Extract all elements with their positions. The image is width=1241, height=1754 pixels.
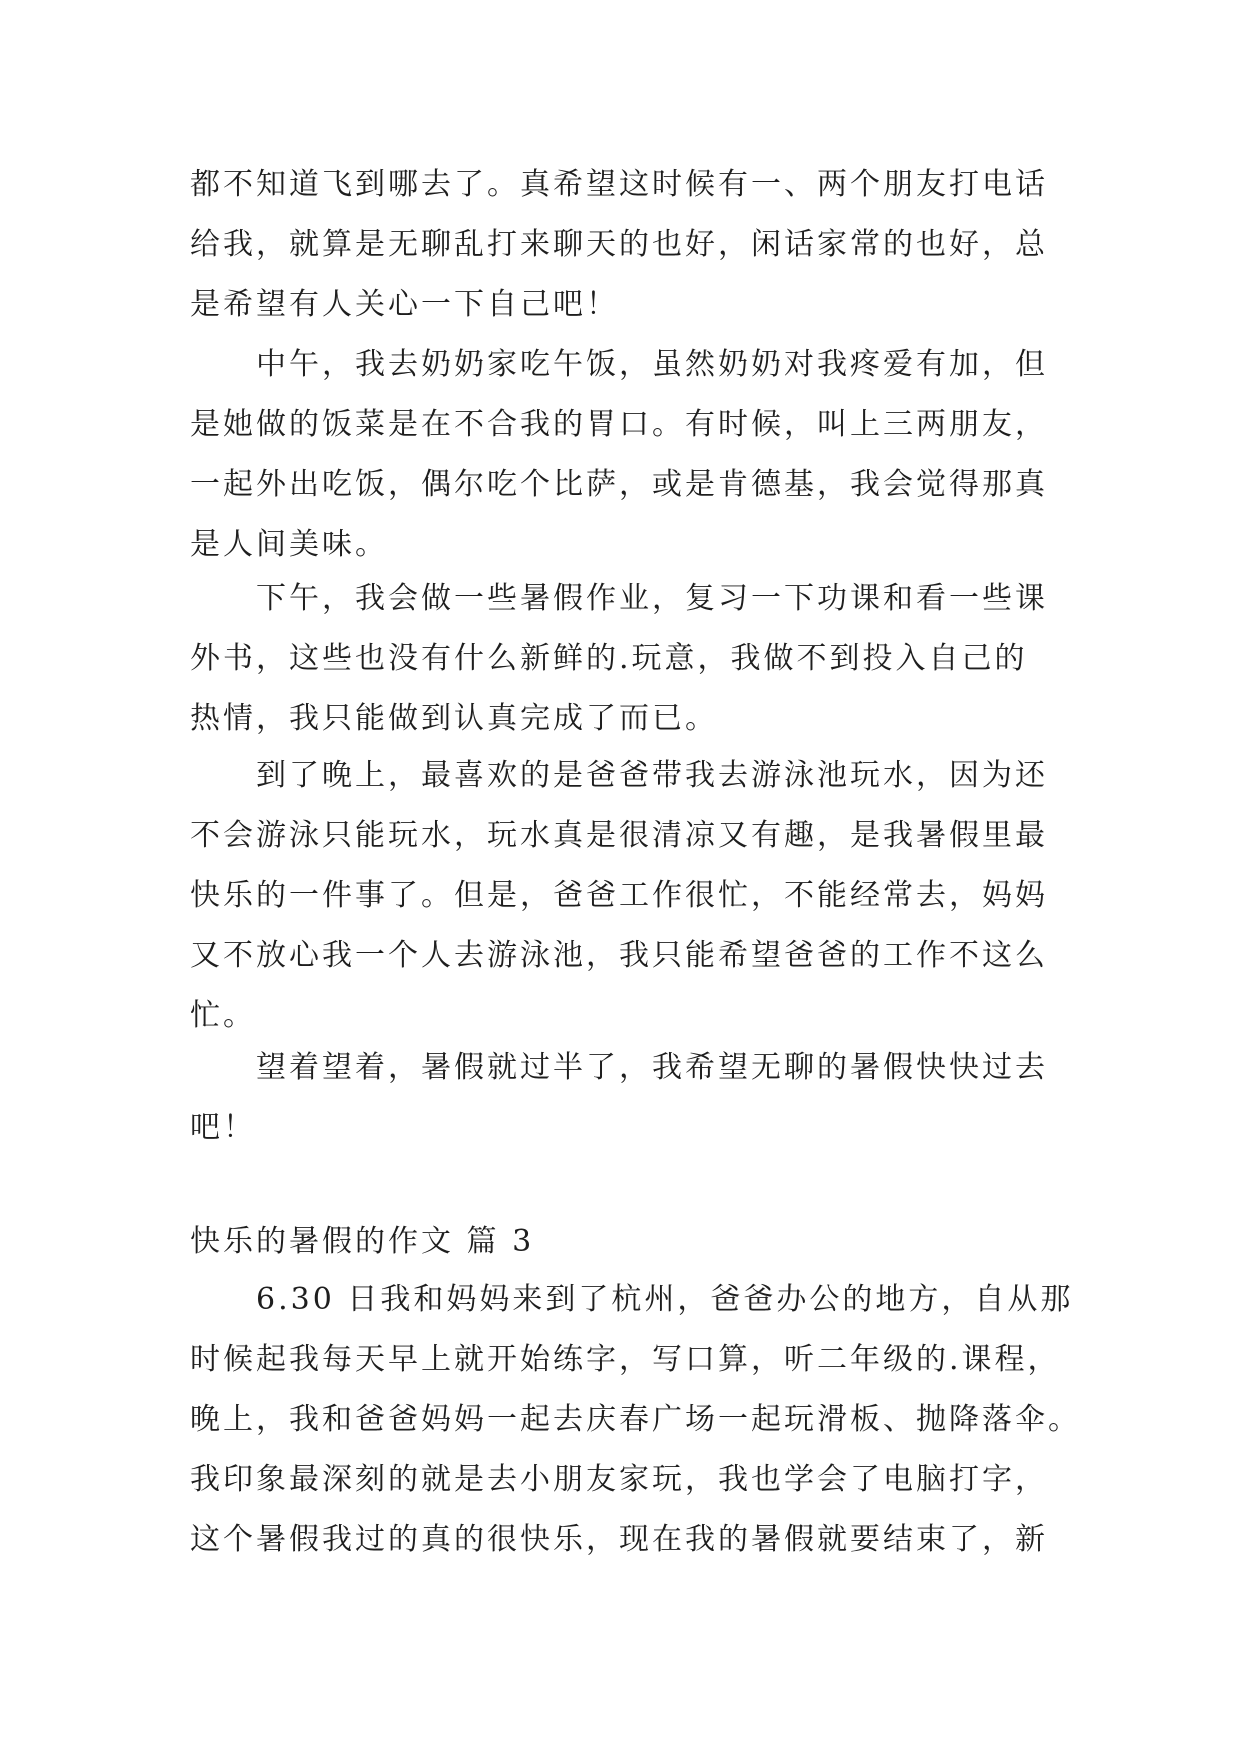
text-line: 忙。 — [190, 998, 256, 1033]
paragraph-continued — [190, 155, 1060, 335]
text-line: 热情，我只能做到认真完成了而已。 — [190, 701, 718, 736]
text-line: 6.30 日我和妈妈来到了杭州，爸爸办公的地方，自从那 — [256, 1282, 1074, 1317]
text-line: 下午，我会做一些暑假作业，复习一下功课和看一些课 — [256, 581, 1048, 616]
text-line: 我印象最深刻的就是去小朋友家玩，我也学会了电脑打字， — [190, 1462, 1048, 1497]
text-line: 外书，这些也没有什么新鲜的.玩意，我做不到投入自己的 — [190, 641, 1028, 676]
text-line: 吧！ — [190, 1110, 256, 1145]
text-line: 是她做的饭菜是在不合我的胃口。有时候，叫上三两朋友， — [190, 407, 1048, 442]
text-line: 一起外出吃饭，偶尔吃个比萨，或是肯德基，我会觉得那真 — [190, 467, 1048, 502]
text-line: 快乐的一件事了。但是，爸爸工作很忙，不能经常去，妈妈 — [190, 878, 1048, 913]
text-line: 是希望有人关心一下自己吧！ — [190, 287, 619, 322]
text-line: 又不放心我一个人去游泳池，我只能希望爸爸的工作不这么 — [190, 938, 1048, 973]
text-line: 中午，我去奶奶家吃午饭，虽然奶奶对我疼爱有加，但 — [256, 347, 1048, 382]
text-line: 是人间美味。 — [190, 527, 388, 562]
paragraph-evening — [190, 746, 1060, 1046]
text-line: 到了晚上，最喜欢的是爸爸带我去游泳池玩水，因为还 — [256, 758, 1048, 793]
text-line: 时候起我每天早上就开始练字，写口算，听二年级的.课程， — [190, 1342, 1061, 1377]
text-line: 这个暑假我过的真的很快乐，现在我的暑假就要结束了，新 — [190, 1522, 1048, 1557]
paragraph-afternoon — [190, 569, 1060, 749]
paragraph-section-3 — [190, 1270, 1081, 1570]
text-line: 给我，就算是无聊乱打来聊天的也好，闲话家常的也好，总 — [190, 227, 1048, 262]
paragraph-ending — [190, 1038, 1060, 1158]
text-line: 望着望着，暑假就过半了，我希望无聊的暑假快快过去 — [256, 1050, 1048, 1085]
text-line: 都不知道飞到哪去了。真希望这时候有一、两个朋友打电话 — [190, 167, 1048, 202]
text-line: 晚上，我和爸爸妈妈一起去庆春广场一起玩滑板、抛降落伞。 — [190, 1402, 1081, 1437]
text-line: 不会游泳只能玩水，玩水真是很清凉又有趣，是我暑假里最 — [190, 818, 1048, 853]
section-heading: 快乐的暑假的作文 篇 3 — [190, 1224, 535, 1259]
paragraph-noon — [190, 335, 1060, 575]
